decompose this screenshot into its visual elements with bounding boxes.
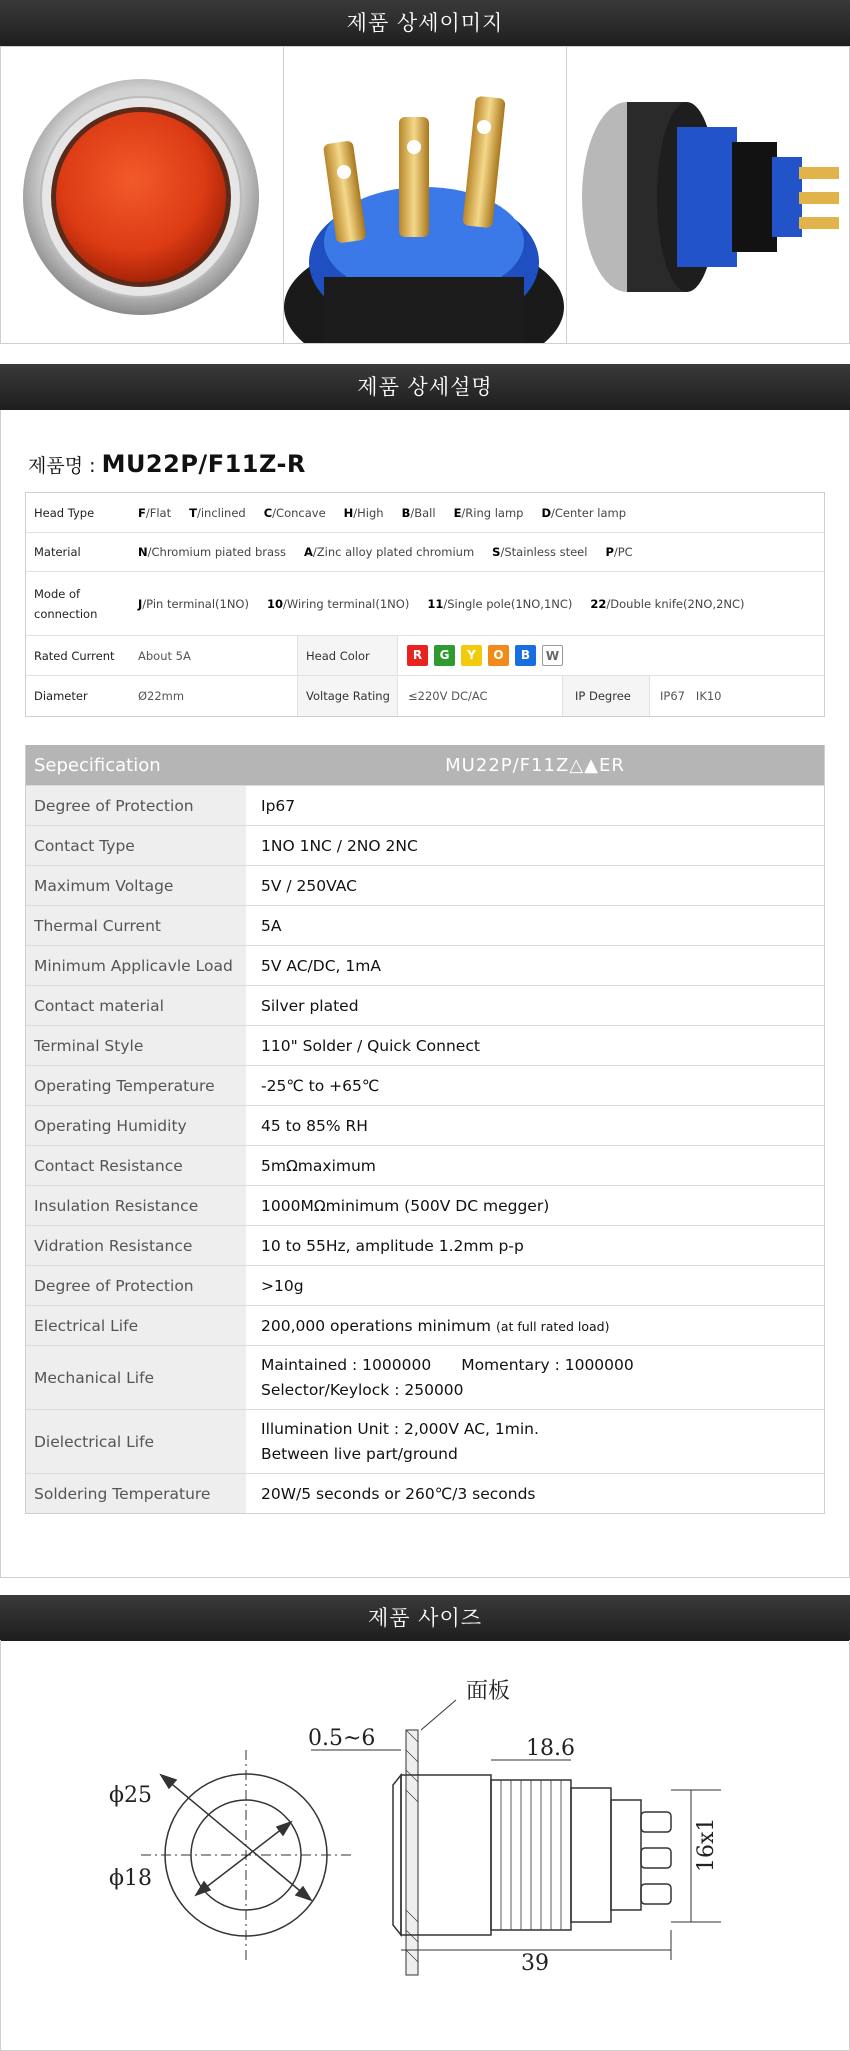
head-type-option-5: E/Ring lamp <box>453 505 524 520</box>
option-row-head-type: Head Type F/Flat T/inclined C/Concave H/High B/Ball E/Ring lamp D/Center lamp <box>26 493 824 533</box>
color-swatch-y: Y <box>461 645 482 666</box>
spec-label: Terminal Style <box>26 1026 246 1065</box>
head-type-option-1: T/inclined <box>189 505 246 520</box>
dim-panel-label: 面板 <box>466 1679 511 1704</box>
spec-row-electrical-life: Electrical Life 200,000 operations minimum (at full rated load) <box>26 1305 824 1345</box>
spec-row-mechanical-life: Mechanical Life Maintained : 1000000 Momentary : 1000000 Selector/Keylock : 250000 <box>26 1345 824 1409</box>
spec-row <box>26 1145 824 1185</box>
spec-label: Degree of Protection <box>26 786 246 825</box>
product-photo-terminals <box>284 47 567 343</box>
spec-label: Operating Humidity <box>26 1106 246 1145</box>
spec-value: 45 to 85% RH <box>261 1116 368 1135</box>
connection-option-0: J/Pin terminal(1NO) <box>138 596 249 611</box>
connection-option-1: 10/Wiring terminal(1NO) <box>266 596 410 611</box>
head-color-swatches <box>398 636 824 675</box>
head-type-option-4: B/Ball <box>401 505 436 520</box>
spec-row <box>26 865 824 905</box>
color-swatch-g: G <box>434 645 455 666</box>
spec-label: Contact material <box>26 986 246 1025</box>
material-option-1: A/Zinc alloy plated chromium <box>304 545 475 559</box>
spec-value: 5V AC/DC, 1mA <box>261 956 381 975</box>
spec-label: Operating Temperature <box>26 1066 246 1105</box>
option-row-diameter: Diameter Ø22mm Voltage Rating ≤220V DC/AC IP Degree IP67 IK10 <box>26 676 824 716</box>
spec-value: 1000MΩminimum (500V DC megger) <box>261 1196 550 1215</box>
spec-label: Contact Type <box>26 826 246 865</box>
material-option-0: N/Chromium piated brass <box>138 545 287 559</box>
option-row-material: Material N/Chromium piated brass A/Zinc alloy plated chromium S/Stainless steel P/PC <box>26 533 824 572</box>
spec-row <box>26 985 824 1025</box>
description-section-title: 제품 상세설명 <box>0 364 850 410</box>
head-type-option-0: F/Flat <box>138 505 172 520</box>
head-type-option-3: H/High <box>343 505 384 520</box>
color-swatch-r: R <box>407 645 428 666</box>
option-row-connection: Mode of connection J/Pin terminal(1NO) 10/Wiring terminal(1NO) 11/Single pole(1NO,1NC) 22/Double knife(2NO,2NC) <box>26 572 824 636</box>
dimension-drawing <box>0 1640 850 2051</box>
spec-header: Sepecification MU22P/F11Z△▲ER <box>26 745 824 785</box>
dim-18-6: 18.6 <box>526 1736 575 1761</box>
spec-row <box>26 945 824 985</box>
connection-option-2: 11/Single pole(1NO,1NC) <box>427 596 573 611</box>
spec-label: Contact Resistance <box>26 1146 246 1185</box>
spec-row-soldering-temperature: Soldering Temperature 20W/5 seconds or 260℃/3 seconds <box>26 1473 824 1513</box>
spec-value: 5V / 250VAC <box>261 876 357 895</box>
size-section-title: 제품 사이즈 <box>0 1595 850 1641</box>
spec-row <box>26 1185 824 1225</box>
spec-value: 10 to 55Hz, amplitude 1.2mm p-p <box>261 1236 524 1255</box>
product-name: 제품명 : MU22P/F11Z-R <box>28 450 306 478</box>
dim-16x1: 16x1 <box>694 1817 719 1872</box>
spec-row <box>26 1065 824 1105</box>
option-row-current-color: Rated Current About 5A Head Color R G Y O B W <box>26 636 824 676</box>
dim-phi18: ϕ18 <box>109 1866 152 1891</box>
spec-value: 5mΩmaximum <box>261 1156 376 1175</box>
spec-label: Degree of Protection <box>26 1266 246 1305</box>
dim-phi25: ϕ25 <box>109 1783 152 1808</box>
spec-value: >10g <box>261 1276 304 1295</box>
product-photo-front <box>1 47 284 343</box>
spec-value: 1NO 1NC / 2NO 2NC <box>261 836 418 855</box>
spec-value: Silver plated <box>261 996 359 1015</box>
dim-thickness: 0.5~6 <box>308 1726 376 1751</box>
color-swatch-b: B <box>515 645 536 666</box>
images-section-title: 제품 상세이미지 <box>0 0 850 46</box>
spec-label: Thermal Current <box>26 906 246 945</box>
dim-39: 39 <box>521 1951 549 1976</box>
product-image-gallery <box>0 46 850 344</box>
connection-option-3: 22/Double knife(2NO,2NC) <box>590 596 745 611</box>
material-option-2: S/Stainless steel <box>492 545 588 559</box>
material-option-3: P/PC <box>605 545 633 559</box>
spec-label: Insulation Resistance <box>26 1186 246 1225</box>
spec-value: 5A <box>261 916 282 935</box>
spec-value: 110" Solder / Quick Connect <box>261 1036 480 1055</box>
color-swatch-w: W <box>542 645 563 666</box>
product-model: MU22P/F11Z-R <box>101 450 306 478</box>
spec-row <box>26 1225 824 1265</box>
spec-row <box>26 825 824 865</box>
spec-value: -25℃ to +65℃ <box>261 1076 380 1095</box>
spec-value: Ip67 <box>261 796 296 815</box>
spec-label: Minimum Applicavle Load <box>26 946 246 985</box>
spec-row-dielectrical-life: Dielectrical Life Illumination Unit : 2,000V AC, 1min. Between live part/ground <box>26 1409 824 1473</box>
head-type-option-2: C/Concave <box>263 505 326 520</box>
spec-label: Maximum Voltage <box>26 866 246 905</box>
spec-row <box>26 1025 824 1065</box>
option-table <box>25 492 825 717</box>
spec-label: Vidration Resistance <box>26 1226 246 1265</box>
specification-table <box>25 745 825 1514</box>
spec-row <box>26 1105 824 1145</box>
spec-row <box>26 1265 824 1305</box>
spec-row <box>26 785 824 825</box>
head-type-option-6: D/Center lamp <box>541 505 627 520</box>
color-swatch-o: O <box>488 645 509 666</box>
product-photo-side <box>567 47 849 343</box>
spec-row <box>26 905 824 945</box>
